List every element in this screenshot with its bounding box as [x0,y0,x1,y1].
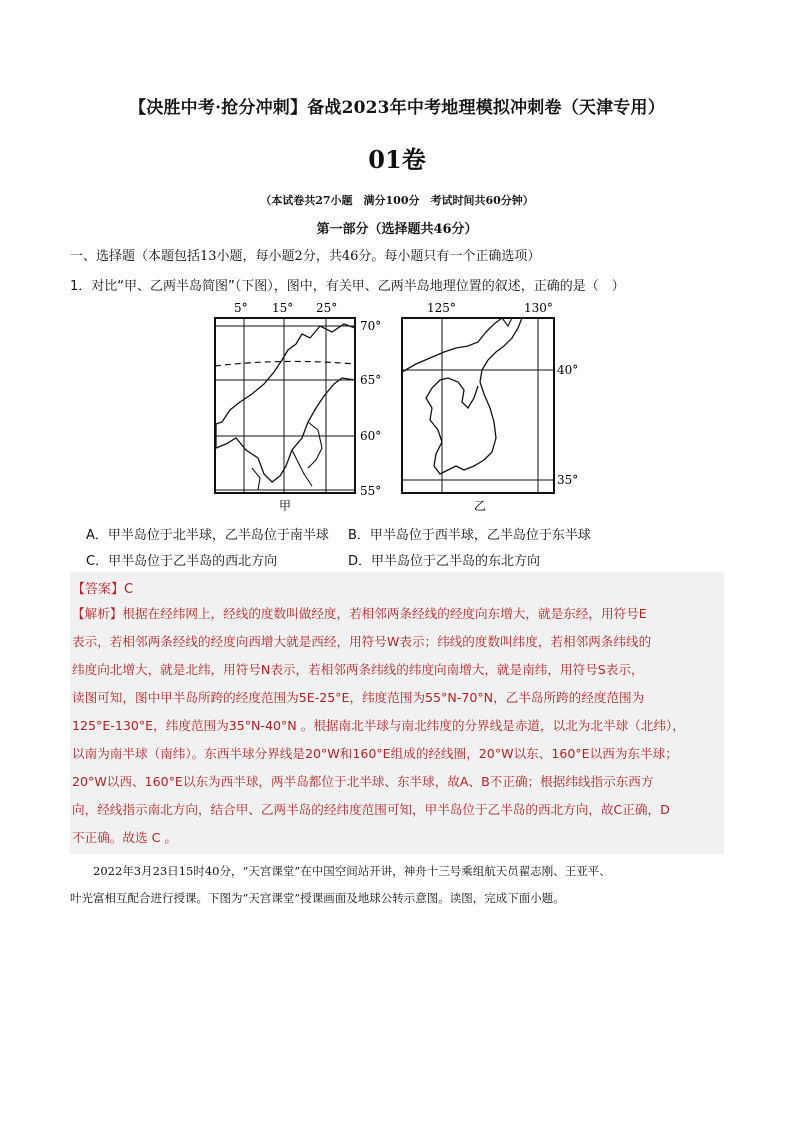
part-heading: 第一部分（选择题共46分） [316,222,478,237]
analysis-line-7: 20°W以西、160°E以东为西半球，两半岛都位于北半球、东半球，故A、B不正确；根据纬线指示东西方 [72,774,654,789]
yi-caption: 乙 [474,499,487,513]
option-a[interactable]: A．甲半岛位于北半球，乙半岛位于南半球 [86,528,329,543]
volume-label: 01卷 [368,145,426,174]
analysis-line-4: 读图可知，图中甲半岛所跨的经度范围为5E-25°E，纬度范围为55°N-70°N，乙半岛所跨的经度范围为 [72,690,645,705]
jia-lon-25: 25° [316,301,338,315]
analysis-line-2: 表示，若相邻两条经线的经度向西增大就是西经，用符号W表示；纬线的度数叫纬度，若相邻两条纬线的 [72,634,652,649]
peninsula-maps [212,298,592,518]
jia-lat-60: 60° [360,429,382,443]
option-c[interactable]: C．甲半岛位于乙半岛的西北方向 [86,554,278,569]
map-yi [402,301,578,513]
yi-lon-130: 130° [524,301,553,315]
passage-line-2: 叶光富相互配合进行授课。下图为“天宫课堂”授课画面及地球公转示意图。读图，完成下面小题。 [70,891,565,905]
analysis-line-8: 向，经线指示南北方向，结合甲、乙两半岛的经纬度范围可知，甲半岛位于乙半岛的西北方向，故C正确，D [72,802,670,817]
question-1-stem: 1．对比“甲、乙两半岛简图”（下图），图中，有关甲、乙两半岛地理位置的叙述，正确的是（ ） [70,279,625,294]
analysis-line-3: 纬度向北增大，就是北纬，用符号N表示，若相邻两条纬线的纬度向南增大，就是南纬，用符号S表示， [72,662,644,677]
analysis-line-1: 根据在经纬网上，经线的度数叫做经度，若相邻两条经线的经度向东增大，就是东经，用符号E [122,606,647,621]
answer-label: 【答案】C [72,582,134,597]
analysis-label: 【解析】 [72,606,123,621]
analysis-line-5: 125°E-130°E，纬度范围为35°N-40°N 。根据南北半球与南北纬度的分界线是赤道，以北为北半球（北纬）， [72,718,685,733]
jia-lon-15: 15° [272,301,294,315]
option-b[interactable]: B．甲半岛位于西半球，乙半岛位于东半球 [348,528,591,543]
reading-passage [70,858,730,912]
jia-lat-70: 70° [360,319,382,333]
jia-lat-65: 65° [360,373,382,387]
map-jia [215,301,381,513]
option-d[interactable]: D．甲半岛位于乙半岛的东北方向 [348,554,541,569]
analysis-line-6: 以南为南半球（南纬）。东西半球分界线是20°W和160°E组成的经线圈，20°W以东、160°E以西为东半球； [72,746,678,761]
jia-caption: 甲 [279,499,292,513]
jia-lat-55: 55° [360,484,382,498]
exam-title: 【决胜中考·抢分冲刺】备战2023年中考地理模拟冲刺卷（天津专用） [129,98,665,118]
yi-lon-125: 125° [427,301,456,315]
analysis-line [72,600,742,628]
jia-lon-5: 5° [234,301,248,315]
analysis-text [72,600,742,852]
section-instructions: 一、选择题（本题包括13小题，每小题2分，共46分。每小题只有一个正确选项） [70,249,541,264]
yi-lat-35: 35° [557,473,579,487]
yi-lat-40: 40° [557,363,579,377]
exam-note: （本试卷共27小题 满分100分 考试时间共60分钟） [260,194,534,207]
passage-line-1: 2022年3月23日15时40分，“天宫课堂”在中国空间站开讲，神舟十三号乘组航天员翟志刚、王亚平、 [70,864,611,878]
analysis-line-9: 不正确。故选 C 。 [72,830,177,845]
